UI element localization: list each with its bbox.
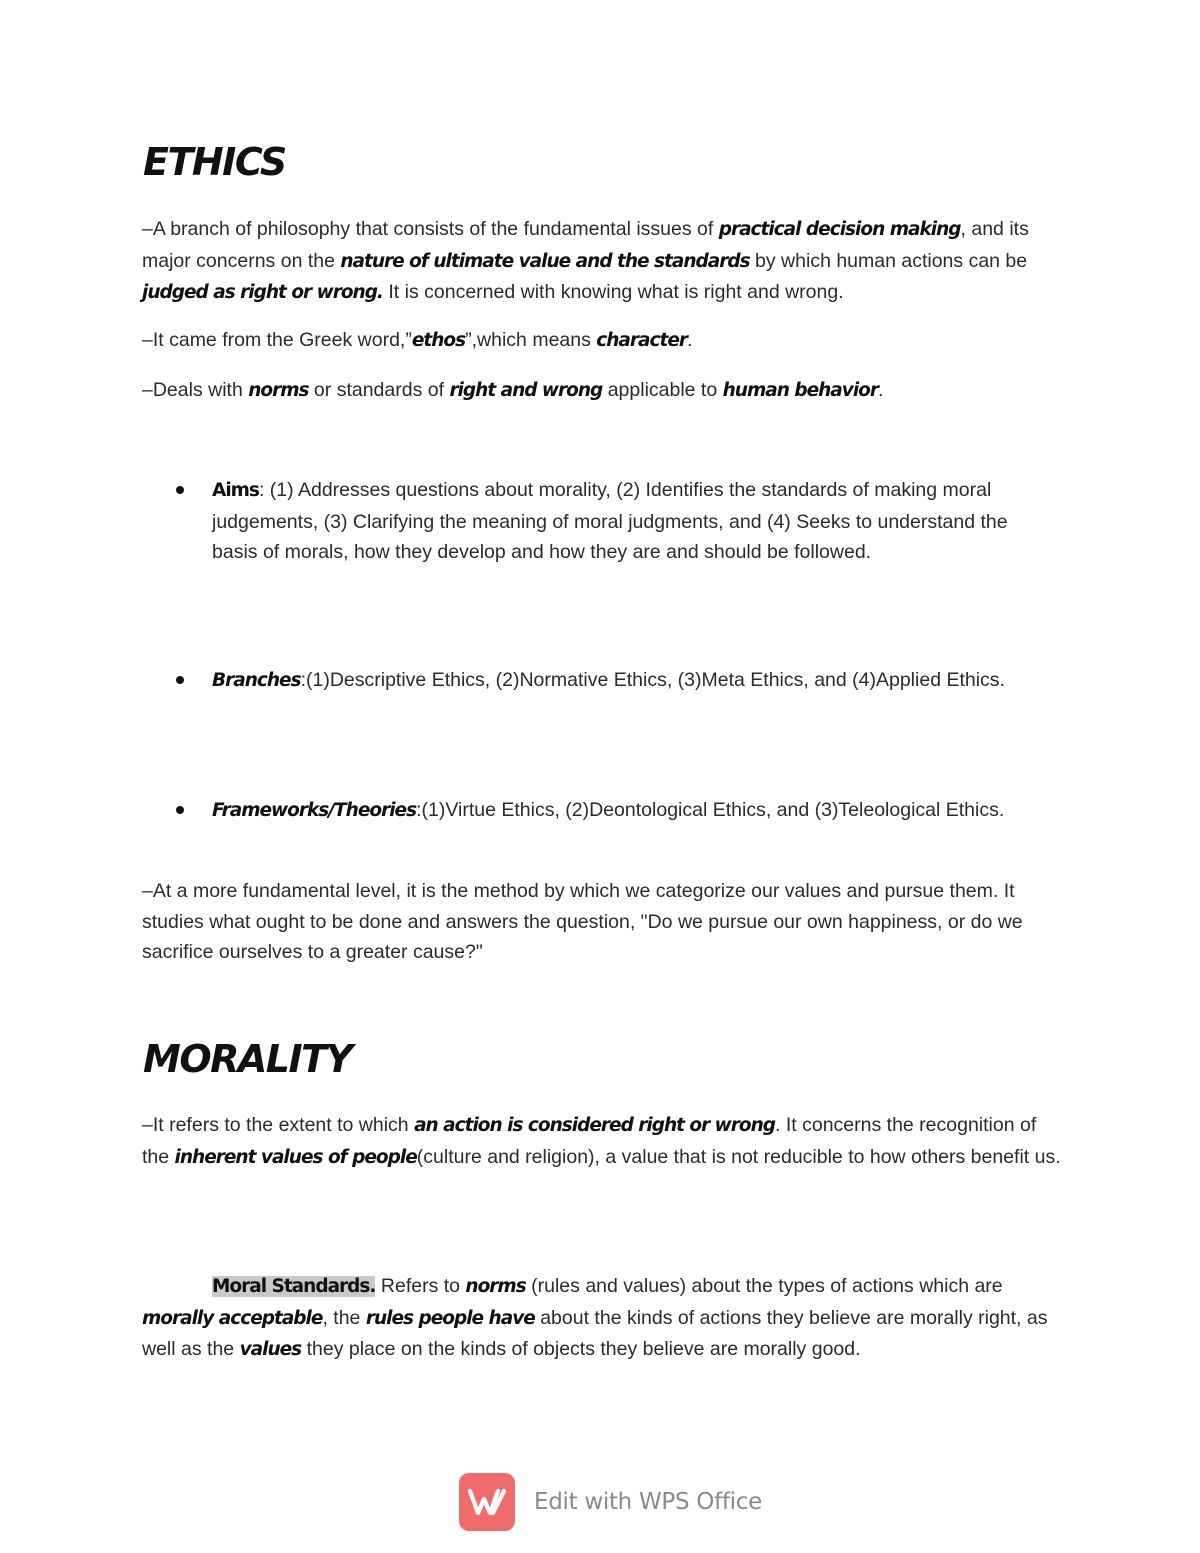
wps-edit-banner[interactable] — [459, 1473, 762, 1531]
wps-edit-label[interactable]: Edit with WPS Office — [534, 1489, 762, 1515]
text-run: :(1)Virtue Ethics, (2)Deontological Ethics, and (3)Teleological Ethics. — [416, 799, 1005, 821]
text-run: , and its major concerns on the — [142, 218, 1029, 272]
text-run: about the kinds of actions they believe are morally right, as well as the — [142, 1306, 1048, 1360]
keyword: human behavior — [722, 380, 879, 401]
text-run: by which human actions can be — [749, 249, 1028, 272]
keyword: ethos — [411, 330, 466, 351]
keyword: Frameworks/Theories — [212, 800, 417, 821]
ethics-heading: ETHICS — [143, 140, 286, 184]
ethics-origin — [142, 325, 1067, 357]
keyword: morally acceptable — [142, 1307, 323, 1329]
keyword: character — [596, 330, 687, 351]
bullet-dot — [176, 806, 184, 814]
text-run: , the — [322, 1306, 366, 1329]
text-run: :(1)Descriptive Ethics, (2)Normative Ethics, (3)Meta Ethics, and (4)Applied Ethics. — [300, 669, 1005, 691]
keyword: Branches — [212, 670, 301, 691]
morality-definition — [142, 1110, 1067, 1173]
branches-item — [212, 665, 1042, 697]
text-run: . — [878, 379, 884, 401]
text-run: . — [687, 329, 693, 351]
keyword: norms — [465, 1276, 526, 1297]
keyword: values — [239, 1339, 302, 1360]
text-run: –It came from the Greek word,” — [142, 329, 412, 351]
wps-logo-icon[interactable] — [459, 1473, 515, 1531]
text-run: (culture and religion), a value that is not reducible to how others benefit us. — [416, 1145, 1061, 1168]
frameworks-item — [212, 795, 1042, 827]
text-run: –Deals with — [142, 379, 249, 401]
moral-standards — [142, 1271, 1067, 1366]
text-run: . It concerns the recognition of the — [142, 1114, 1037, 1168]
highlighted-keyword: Moral Standards. — [212, 1276, 376, 1297]
text-run: –A branch of philosophy that consists of the fundamental issues of — [142, 218, 719, 240]
morality-heading: MORALITY — [143, 1037, 352, 1081]
keyword: judged as right or wrong. — [142, 282, 383, 303]
text-run: : (1) Addresses questions about morality, (2) Identifies the standards of making moral judgements, (3) Clarifying the meaning of moral judgments, and (4) Seeks to understand the basis of morals, how they develop and how they are and should be followed. — [212, 479, 1008, 563]
bullet-dot — [176, 486, 184, 494]
keyword: norms — [248, 380, 309, 401]
text-run: It is concerned with knowing what is right and wrong. — [382, 281, 844, 303]
ethics-norms — [142, 375, 1067, 407]
keyword: right and wrong — [449, 380, 603, 401]
ethics-definition — [142, 214, 1067, 309]
keyword: nature of ultimate value and the standards — [340, 250, 750, 272]
text-run: ”,which means — [465, 329, 597, 351]
ethics-fundamental: –At a more fundamental level, it is the method by which we categorize our values and pursue them. It studies what ought to be done and answers the question, "Do we pursue our own happiness, or do we sacrifice ourselves to a greater cause?" — [142, 880, 1023, 963]
aims-item — [212, 475, 1042, 568]
text-run: (rules and values) about the types of actions which are — [525, 1275, 1003, 1297]
text-run: or standards of — [308, 379, 450, 401]
text-run: they place on the kinds of objects they believe are morally good. — [301, 1338, 861, 1360]
keyword: Aims — [212, 480, 259, 501]
wps-w-glyph — [467, 1487, 507, 1517]
keyword: an action is considered right or wrong — [414, 1115, 776, 1136]
bullet-dot — [176, 676, 184, 684]
keyword: practical decision making — [718, 219, 961, 240]
text-run: –It refers to the extent to which — [142, 1114, 415, 1136]
text-run: applicable to — [602, 379, 723, 401]
keyword: inherent values of people — [174, 1146, 417, 1168]
keyword: rules people have — [365, 1307, 535, 1329]
text-run: Refers to — [375, 1275, 466, 1297]
